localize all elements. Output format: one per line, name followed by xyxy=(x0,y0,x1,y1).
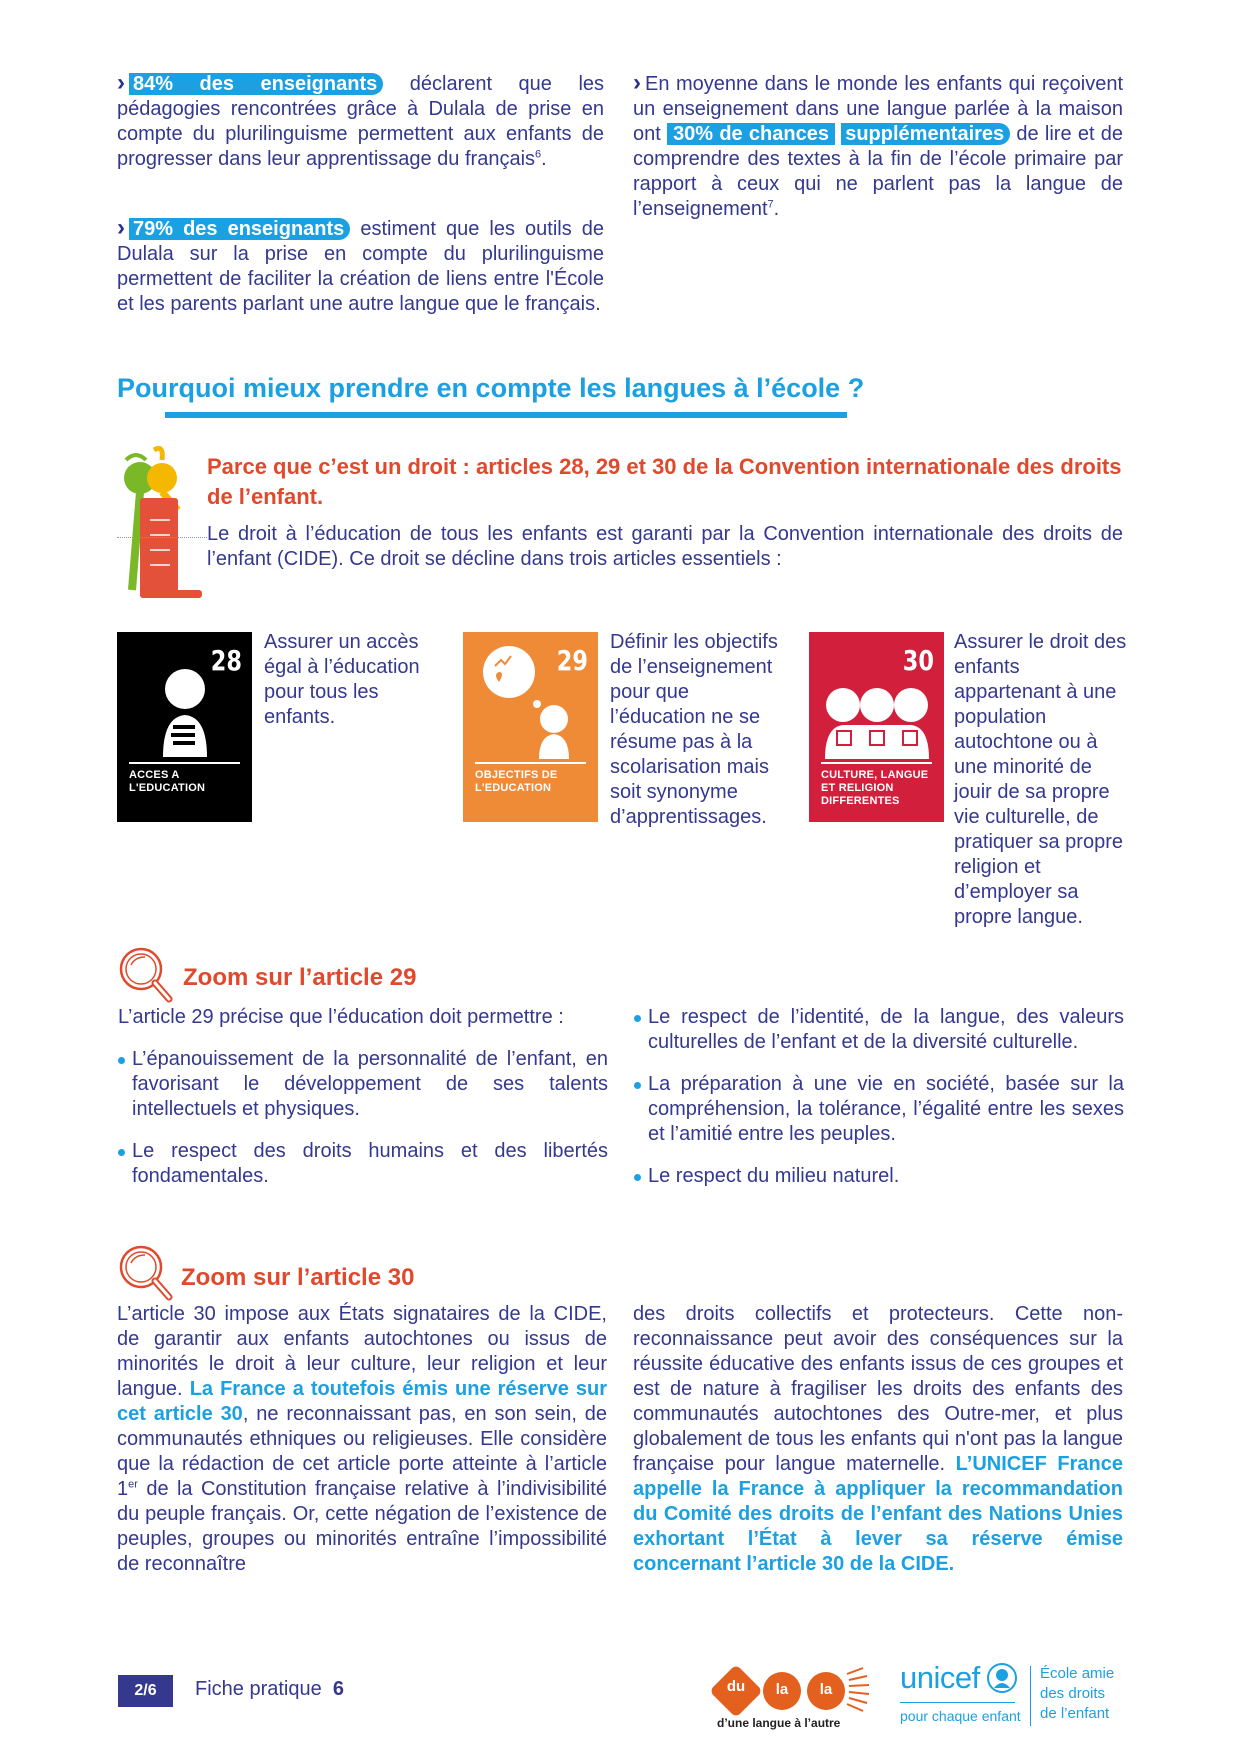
section-title: Pourquoi mieux prendre en compte les langues à l’école ? xyxy=(117,373,865,403)
dulala-logo: du la la d’une langue à l’autre xyxy=(715,1670,865,1740)
logo-divider xyxy=(1030,1666,1031,1726)
list-item: La préparation à une vie en société, basée sur la compréhension, la tolérance, l’égalité entre les sexes et l’amitié entre les peuples. xyxy=(634,1072,1124,1147)
article-30-text: Assurer le droit des enfants appartenant à une population autochtone ou à une minorité de jouir de sa propre vie culturelle, de pratiquer sa propre religion et d’employer sa propre langue. xyxy=(954,631,1127,928)
zoom30-title: Zoom sur l’article 30 xyxy=(181,1264,415,1291)
stat-highlight: 84% des enseignants xyxy=(129,73,383,95)
list-item: Le respect du milieu naturel. xyxy=(634,1164,1124,1189)
zoom30-right-text: des droits collectifs et protecteurs. Cette non-reconnaissance peut avoir des conséquences sur la réussite éducative des enfants issus de ces groupes et est de nature à fragiliser les droits des enfants des communautés autochtones des Outre-mer, et plus globalement de tous les enfants qui n'ont pas la langue française pour langue maternelle. L’UNICEF France appelle la France à appliquer la recommandation du Comité des droits de l’enfant des Nations Unies exhortant l’État à lever sa réserve émise concernant l’article 30 de la CIDE. xyxy=(633,1303,1123,1575)
article-28-card: 28 ACCES A L'EDUCATION xyxy=(117,632,252,822)
zoom30-left-text: L’article 30 impose aux États signataires de la CIDE, de garantir aux enfants autochtones ou issus de minorités le droit à leur culture, leur religion et leur langue. La France a toutefois émis une réserve sur cet article 30, ne reconnaissant pas, en son sein, de communautés ethniques ou religieuses. Elle considère que la rédaction de cet article porte atteinte à l’article 1er de la Constitution française relative à l’indivisibilité du peuple français. Or, cette négation de l’existence de peuples, groupes ou minorités entraîne l’impossibilité de reconnaître xyxy=(117,1303,607,1575)
chevron-right-icon: › xyxy=(117,214,125,241)
magnifier-icon xyxy=(117,1243,179,1301)
article-29-text: Définir les objectifs de l’enseignement pour que l’éducation ne se résume pas à la scolarisation mais soit synonyme d’apprentissages. xyxy=(610,631,778,828)
magnifier-icon xyxy=(117,945,179,1003)
zoom29-intro: L’article 29 précise que l’éducation doit permettre : xyxy=(118,1006,564,1028)
chevron-right-icon: › xyxy=(633,69,641,96)
list-item: Le respect des droits humains et des libertés fondamentales. xyxy=(118,1139,608,1189)
unicef-logo: unicef pour chaque enfant École amie des droits de l’enfant xyxy=(900,1660,1115,1724)
stat-84: › 84% des enseignants déclarent que les pédagogies rencontrées grâce à Dulala de prise en compte du plurilinguisme permettent aux enfants de progresser dans leur apprentissage du français$^6$. xyxy=(117,69,605,170)
child-books-icon xyxy=(155,667,215,757)
zoom29-left-list xyxy=(118,1047,608,1206)
section-intro: Le droit à l’éducation de tous les enfants est garanti par la Convention internationale des droits de l’enfant (CIDE). Ce droit se décline dans trois articles essentiels : xyxy=(207,523,1123,570)
stat-highlight: 79% des enseignants xyxy=(129,218,350,240)
article-28-text: Assurer un accès égal à l’éducation pour tous les enfants. xyxy=(264,631,420,728)
article-29-card: 29 OBJECTIFS DE L'EDUCATION xyxy=(463,632,598,822)
children-podium-icon xyxy=(118,440,208,600)
page-badge: 2/6 xyxy=(118,1675,173,1707)
unicef-emblem-icon xyxy=(986,1662,1018,1694)
list-item: Le respect de l’identité, de la langue, des valeurs culturelles de l’enfant et de la diversité culturelle. xyxy=(634,1005,1124,1055)
dotted-divider xyxy=(117,537,207,538)
chevron-right-icon: › xyxy=(117,69,125,96)
three-children-icon xyxy=(823,687,931,759)
zoom29-right-list xyxy=(634,1005,1124,1206)
list-item: L’épanouissement de la personnalité de l’enfant, en favorisant le développement de ses talents intellectuels et physiques. xyxy=(118,1047,608,1122)
footer-label: Fiche pratique 6 xyxy=(195,1678,344,1700)
zoom29-title: Zoom sur l’article 29 xyxy=(183,964,417,991)
stat-79: › 79% des enseignants estiment que les outils de Dulala sur la prise en compte du plurilinguisme permettent de faciliter la création de liens entre l'École et les parents parlant une autre langue que le français. xyxy=(117,214,605,315)
stat-30: › En moyenne dans le monde les enfants qui reçoivent un enseignement dans une langue parlée à la maison ont 30% de chances supplémentaires de lire et de comprendre des textes à la fin de l’école primaire par rapport à ceux qui ne parlent pas la langue de l’enseignement$^7$. xyxy=(633,69,1123,220)
article-30-card: 30 CULTURE, LANGUE ET RELIGION DIFFERENTES xyxy=(809,632,944,822)
sun-rays-icon xyxy=(845,1666,875,1716)
school-label: École amie des droits de l’enfant xyxy=(1040,1665,1115,1722)
title-underline xyxy=(165,412,847,418)
child-thinking-icon xyxy=(481,644,581,759)
section-subtitle: Parce que c’est un droit : articles 28, 29 et 30 de la Convention internationale des droits de l’enfant. xyxy=(207,454,1122,509)
